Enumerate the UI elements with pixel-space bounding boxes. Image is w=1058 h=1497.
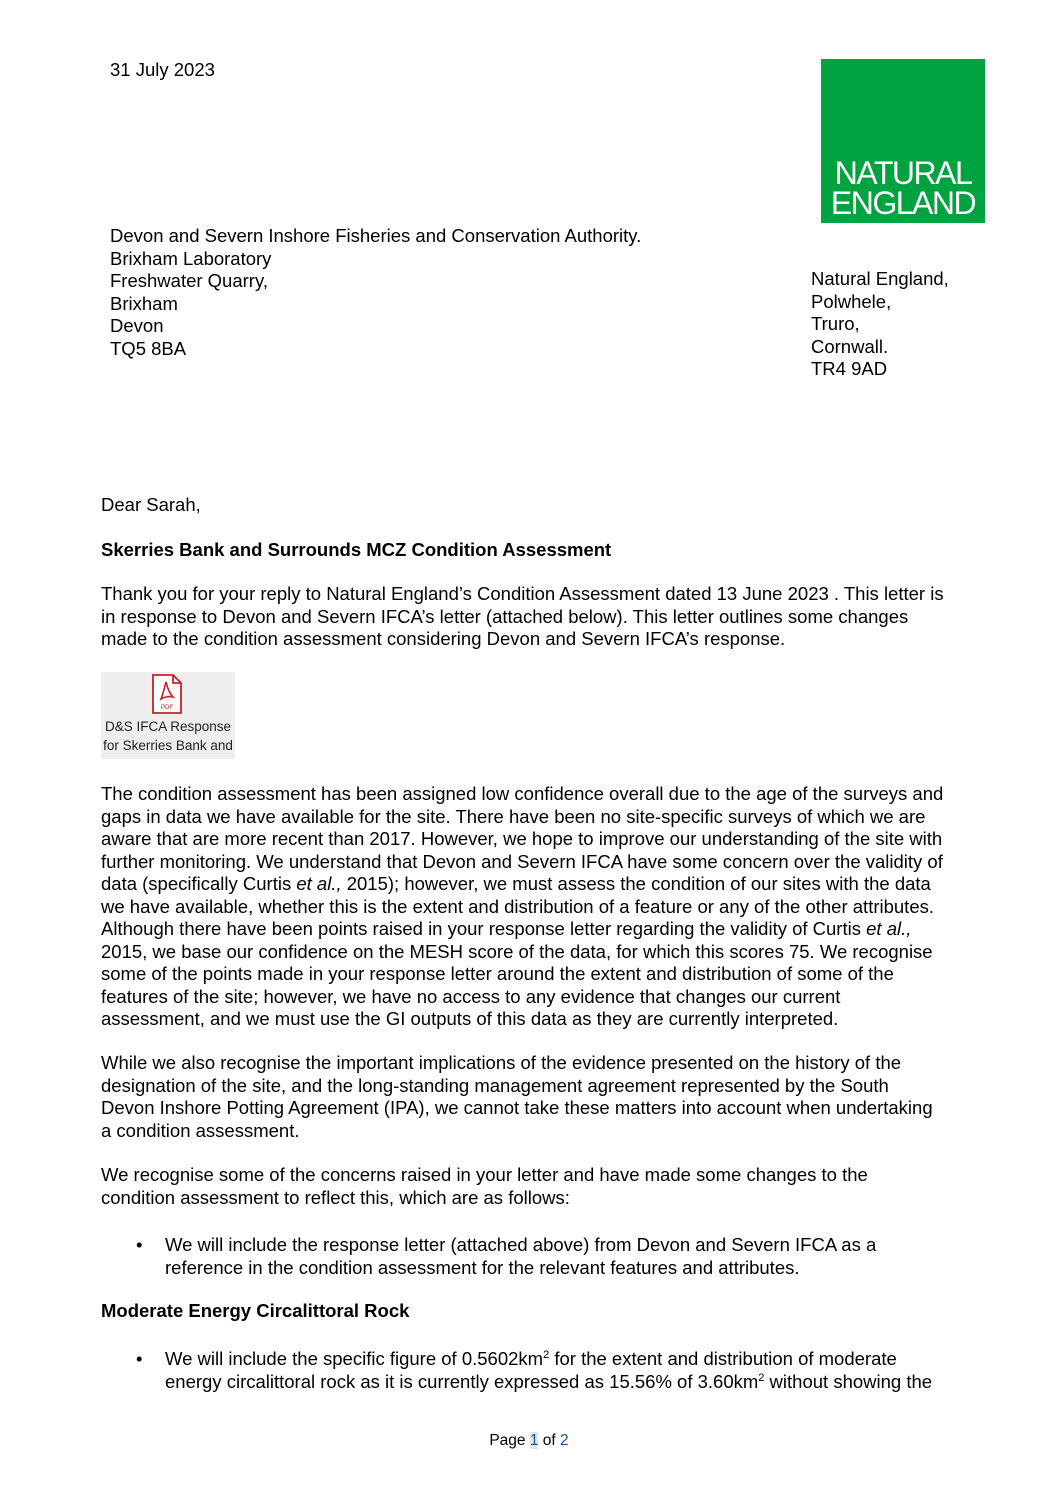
paragraph-line: Thank you for your reply to Natural England’s Condition Assessment dated 13 June 2023 . This letter is	[101, 583, 944, 604]
paragraph-line: 2015, we base our confidence on the MESH score of the data, for which this scores 75. We recognise	[101, 940, 933, 962]
paragraph-line: in response to Devon and Severn IFCA’s letter (attached below). This letter outlines some changes	[101, 605, 909, 627]
pdf-attachment[interactable]	[101, 672, 235, 759]
superscript: 2	[543, 1349, 550, 1361]
bullet-line	[165, 1348, 985, 1371]
letter-date: 31 July 2023	[110, 59, 215, 80]
section-heading: Moderate Energy Circalittoral Rock	[101, 1300, 410, 1321]
paragraph-line: assessment, and we must use the GI outputs of this data as they are currently interpreted.	[101, 1008, 839, 1029]
total-pages-link[interactable]: 2	[560, 1432, 569, 1449]
bullet-item	[165, 1348, 985, 1393]
paragraph-line: Devon Inshore Potting Agreement (IPA), we cannot take these matters into account when undertaking	[101, 1097, 933, 1118]
pdf-icon	[151, 674, 183, 714]
paragraph-line: aware that are more recent than 2017. However, we hope to improve our understanding of the site with	[101, 828, 943, 849]
bullet-item	[165, 1234, 985, 1279]
recipient-line: Brixham	[110, 292, 178, 314]
paragraph-line: some of the points made in your response letter around the extent and distribution of some of the	[101, 963, 894, 984]
logo-line-2: ENGLAND	[830, 185, 976, 221]
paragraph-line: The condition assessment has been assigned low confidence overall due to the age of the surveys and	[101, 783, 944, 804]
page-footer	[0, 1431, 1058, 1451]
italic-citation: et al.,	[866, 918, 912, 939]
of-word: of	[542, 1432, 556, 1449]
recipient-line: Brixham Laboratory	[110, 247, 272, 269]
recipient-line: TQ5 8BA	[110, 337, 187, 359]
paragraph-line	[101, 873, 1001, 896]
sender-line: Polwhele,	[811, 290, 892, 312]
paragraph-line: we have available, whether this is the extent and distribution of a feature or any of the other attributes.	[101, 895, 934, 917]
bullet-line	[165, 1371, 985, 1394]
sender-line: Truro,	[811, 313, 860, 334]
page-word: Page	[489, 1432, 526, 1449]
paragraph-line: We recognise some of the concerns raised in your letter and have made some changes to the	[101, 1164, 868, 1185]
natural-england-logo	[821, 59, 985, 223]
paragraph-line	[101, 918, 1001, 941]
superscript: 2	[758, 1371, 765, 1384]
attachment-label	[101, 717, 235, 755]
salutation: Dear Sarah,	[101, 494, 201, 515]
bullet-marker: •	[136, 1234, 143, 1255]
subject-heading: Skerries Bank and Surrounds MCZ Condition Assessment	[101, 539, 612, 560]
attachment-label-line: for Skerries Bank and	[103, 738, 233, 753]
italic-citation: et al.,	[296, 873, 342, 894]
changes-paragraph	[101, 1164, 1001, 1209]
sender-address	[811, 268, 949, 381]
recipient-line: Devon	[110, 315, 164, 336]
text-run: data (specifically Curtis	[101, 873, 297, 894]
recipient-line: Devon and Severn Inshore Fisheries and Conservation Authority.	[110, 225, 642, 246]
text-run: for the extent and distribution of moderate	[549, 1348, 897, 1369]
paragraph-line: While we also recognise the important implications of the evidence presented on the history of the	[101, 1052, 902, 1073]
recipient-line: Freshwater Quarry,	[110, 270, 268, 291]
recipient-address	[110, 225, 641, 360]
confidence-paragraph	[101, 783, 1001, 1031]
text-run: without showing the	[764, 1370, 933, 1392]
text-run: Although there have been points raised in your response letter regarding the validity of Curtis	[101, 918, 867, 939]
pdf-icon-text: PDF	[161, 705, 173, 711]
paragraph-line: designation of the site, and the long-standing management agreement represented by the South	[101, 1074, 889, 1096]
paragraph-line: condition assessment to reflect this, which are as follows:	[101, 1186, 570, 1208]
intro-paragraph	[101, 583, 1001, 651]
designation-paragraph	[101, 1052, 1001, 1142]
bullet-line: reference in the condition assessment for the relevant features and attributes.	[165, 1256, 800, 1278]
current-page-link[interactable]: 1	[529, 1432, 539, 1449]
paragraph-line: made to the condition assessment considering Devon and Severn IFCA’s response.	[101, 628, 786, 649]
paragraph-line: features of the site; however, we have no access to any evidence that changes our current	[101, 985, 841, 1007]
text-run: energy circalittoral rock as it is currently expressed as 15.56% of 3.60km	[165, 1370, 759, 1392]
logo-line-1: NATURAL	[834, 155, 972, 191]
attachment-label-line: D&S IFCA Response	[104, 719, 232, 734]
bullet-line: We will include the response letter (attached above) from Devon and Severn IFCA as a	[165, 1234, 877, 1255]
bullet-marker: •	[136, 1348, 143, 1369]
sender-line: Natural England,	[811, 268, 949, 289]
text-run: We will include the specific figure of 0.5602km	[165, 1348, 544, 1369]
paragraph-line: a condition assessment.	[101, 1119, 300, 1141]
sender-line: TR4 9AD	[811, 358, 888, 379]
text-run: 2015); however, we must assess the condition of our sites with the data	[341, 873, 931, 894]
paragraph-line: gaps in data we have available for the site. There have been no site-specific surveys of which we are	[101, 805, 926, 827]
sender-line: Cornwall.	[811, 335, 889, 357]
paragraph-line: further monitoring. We understand that Devon and Severn IFCA have some concern over the validity of	[101, 850, 943, 872]
